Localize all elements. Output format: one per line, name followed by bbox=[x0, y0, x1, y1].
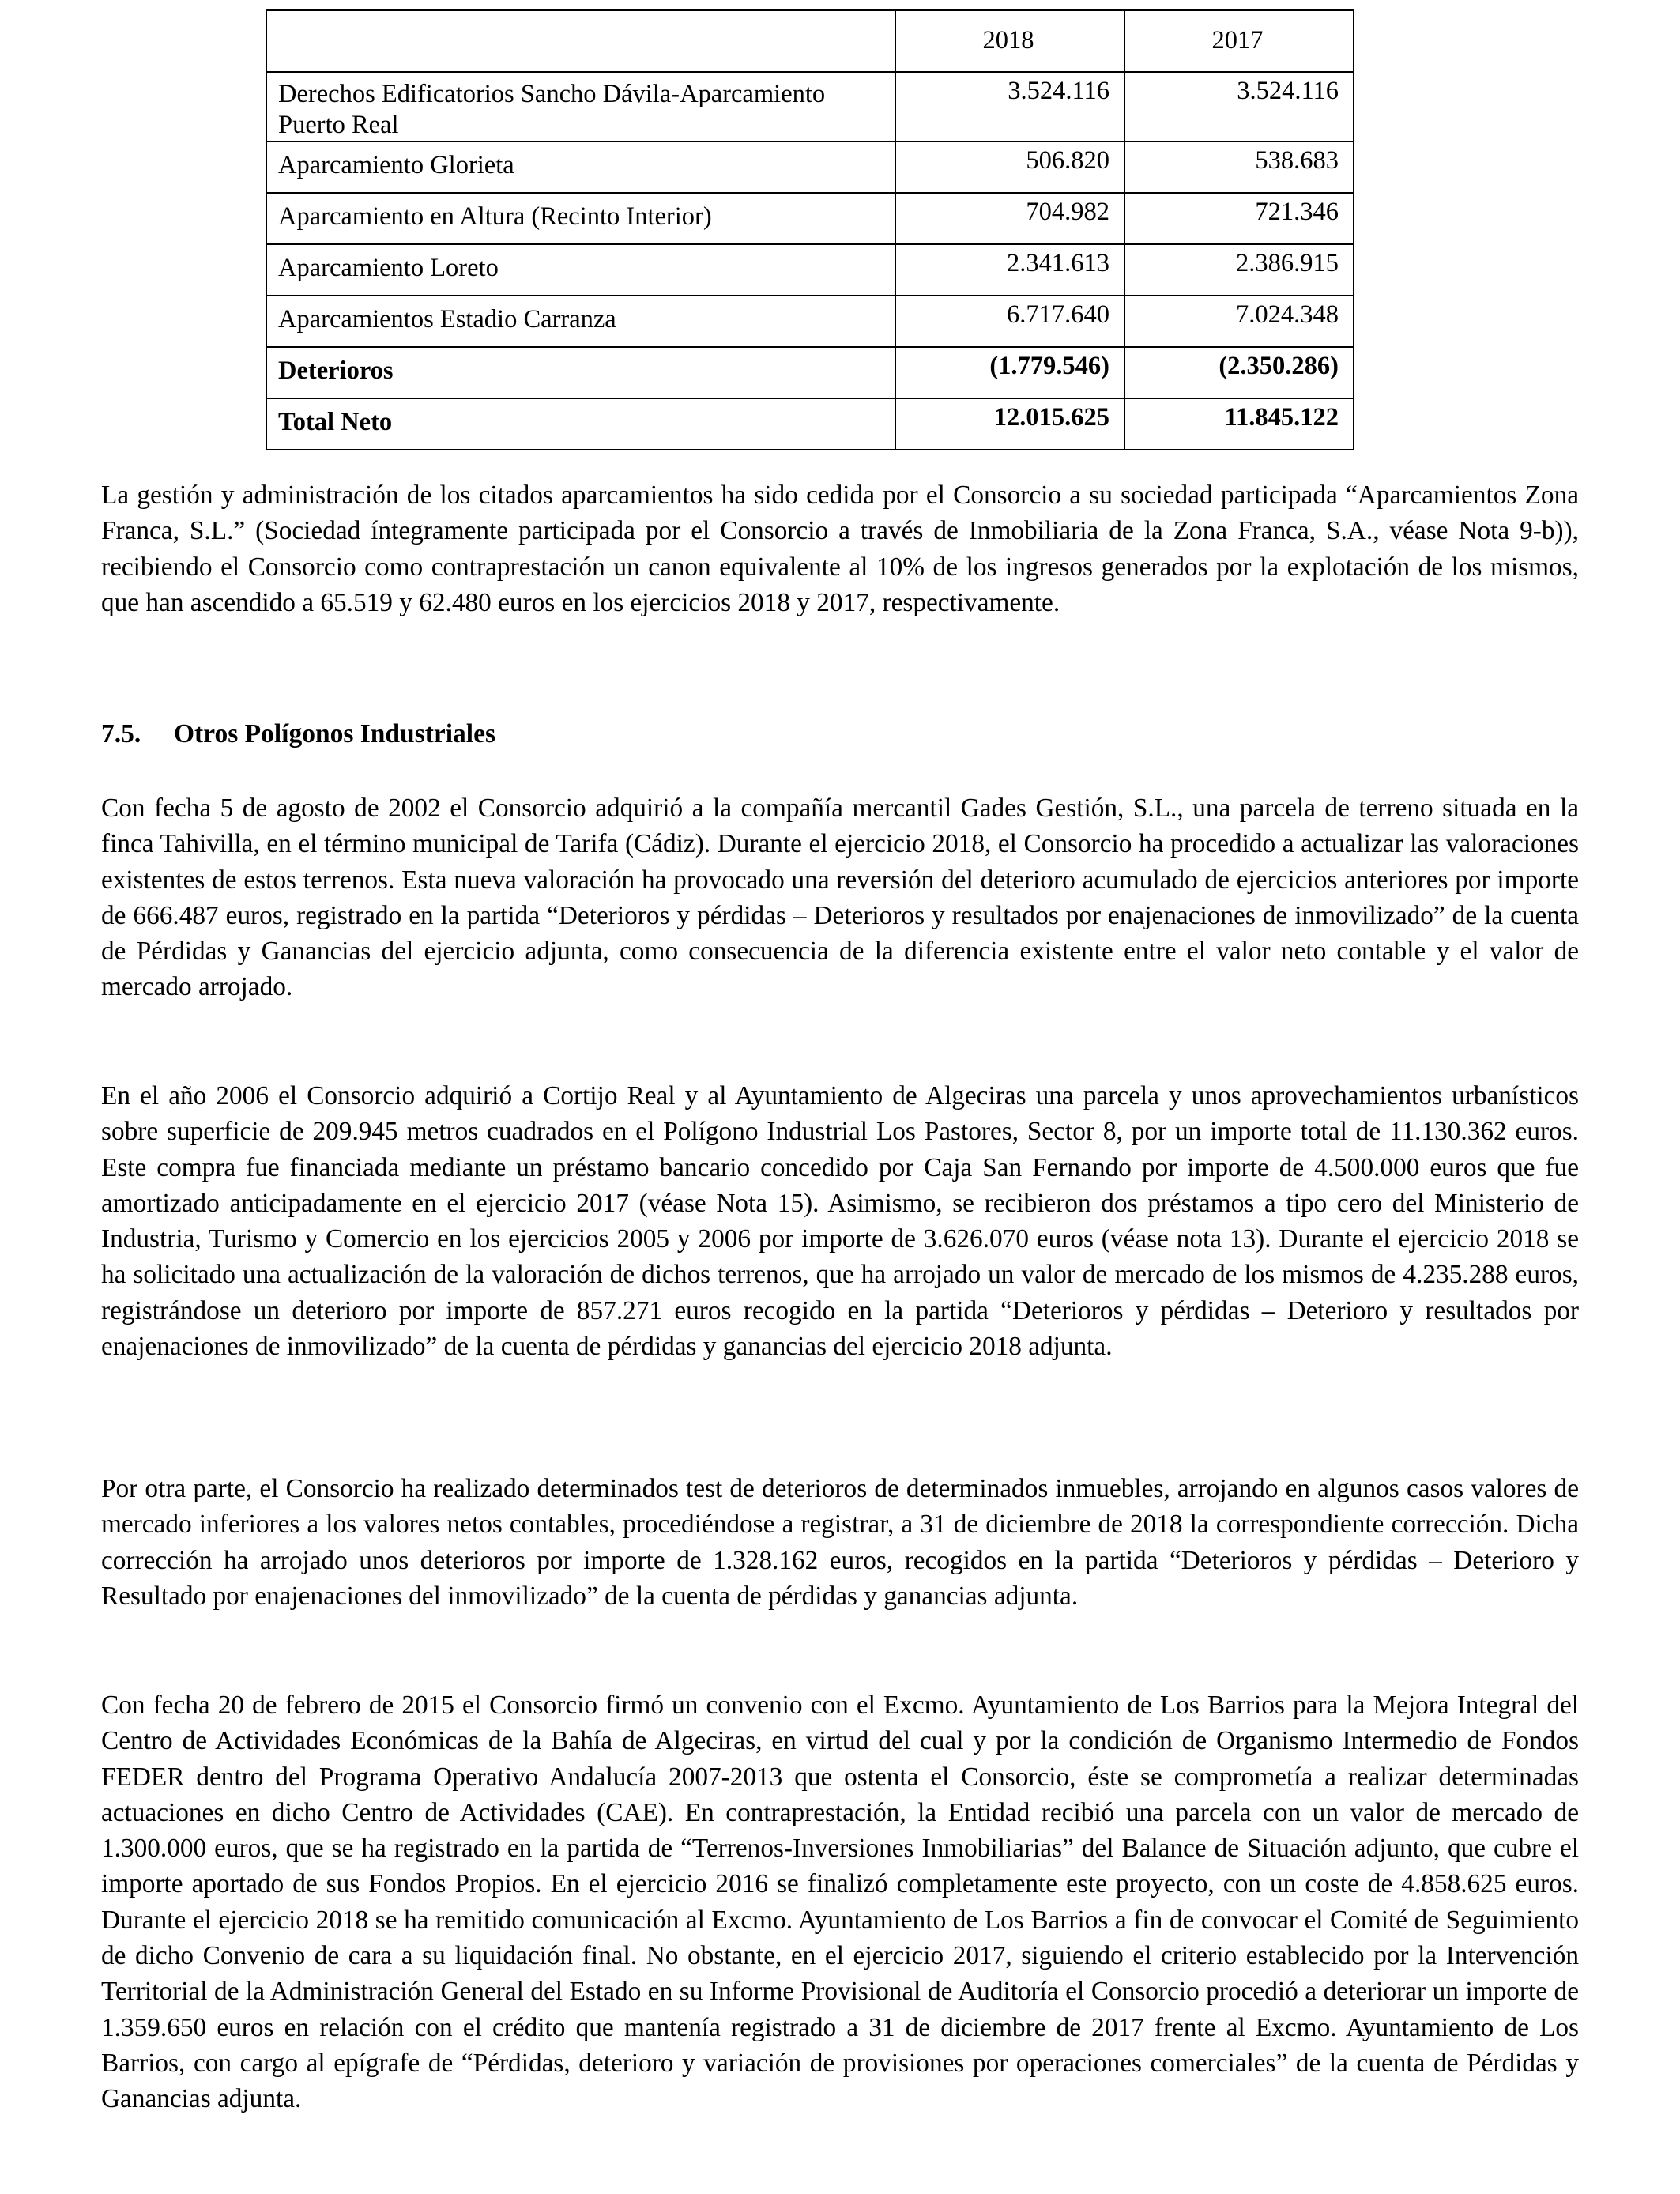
table-row-impairments bbox=[266, 347, 1354, 398]
row-label: Aparcamiento en Altura (Recinto Interior) bbox=[266, 193, 895, 244]
table-header-row bbox=[266, 10, 1354, 72]
row-label: Derechos Edificatorios Sancho Dávila-Aparcamiento Puerto Real bbox=[266, 72, 895, 141]
row-value-2018: 12.015.625 bbox=[895, 398, 1124, 450]
row-label: Total Neto bbox=[266, 398, 895, 450]
row-value-2017: 11.845.122 bbox=[1124, 398, 1354, 450]
paragraph-parking-management: La gestión y administración de los citados aparcamientos ha sido cedida por el Consorcio a su sociedad participada “Aparcamientos Zona Franca, S.L.” (Sociedad íntegramente participada por el Consorcio a través de Inmobiliaria de la Zona Franca, S.A., véase Nota 9-b)), recibiendo el Consorcio como contraprestación un canon equivalente al 10% de los ingresos generados por la explotación de los mismos, que han ascendido a 65.519 y 62.480 euros en los ejercicios 2018 y 2017, respectivamente. bbox=[101, 481, 1579, 617]
row-value-2018: 2.341.613 bbox=[895, 244, 1124, 296]
table-header-label-cell bbox=[266, 10, 895, 72]
row-value-2017: 2.386.915 bbox=[1124, 244, 1354, 296]
table-header-2017: 2017 bbox=[1124, 10, 1354, 72]
row-value-2017: 3.524.116 bbox=[1124, 72, 1354, 141]
row-value-2017: 7.024.348 bbox=[1124, 296, 1354, 347]
paragraph-los-pastores: En el año 2006 el Consorcio adquirió a Cortijo Real y al Ayuntamiento de Algeciras una parcela y unos aprovechamientos urbanísticos sobre superficie de 209.945 metros cuadrados en el Polígono Industrial Los Pastores, Sector 8, por un importe total de 11.130.362 euros. Este compra fue financiada mediante un préstamo bancario concedido por Caja San Fernando por importe de 4.500.000 euros que fue amortizado anticipadamente en el ejercicio 2017 (véase Nota 15). Asimismo, se recibieron dos préstamos a tipo cero del Ministerio de Industria, Turismo y Comercio en los ejercicios 2005 y 2006 por importe de 3.626.070 euros (véase nota 13). Durante el ejercicio 2018 se ha solicitado una actualización de la valoración de dichos terrenos, que ha arrojado un valor de mercado de los mismos de 4.235.288 euros, registrándose un deterioro por importe de 857.271 euros recogido en la partida “Deterioros y pérdidas – Deterioro y resultados por enajenaciones de inmovilizado” de la cuenta de pérdidas y ganancias del ejercicio 2018 adjunta. bbox=[101, 1081, 1579, 1362]
row-label: Aparcamiento Glorieta bbox=[266, 141, 895, 193]
section-title: Otros Polígonos Industriales bbox=[174, 719, 496, 748]
paragraph-los-barrios-agreement: Con fecha 20 de febrero de 2015 el Consorcio firmó un convenio con el Excmo. Ayuntamiento de Los Barrios para la Mejora Integral del Centro de Actividades Económicas de la Bahía de Algeciras, en virtud del cual y por la condición de Organismo Intermedio de Fondos FEDER dentro del Programa Operativo Andalucía 2007-2013 que ostenta el Consorcio, éste se comprometía a realizar determinadas actuaciones en dicho Centro de Actividades (CAE). En contraprestación, la Entidad recibió una parcela con un valor de mercado de 1.300.000 euros, que se ha registrado en la partida de “Terrenos-Inversiones Inmobiliarias” del Balance de Situación adjunto, que cubre el importe aportado de sus Fondos Propios. En el ejercicio 2016 se finalizó completamente este proyecto, con un coste de 4.858.625 euros. Durante el ejercicio 2018 se ha remitido comunicación al Excmo. Ayuntamiento de Los Barrios a fin de convocar el Comité de Seguimiento de dicho Convenio de cara a su liquidación final. No obstante, en el ejercicio 2017, siguiendo el criterio establecido por la Intervención Territorial de la Administración General del Estado en su Informe Provisional de Auditoría el Consorcio procedió a deteriorar un importe de 1.359.650 euros en relación con el crédito que mantenía registrado a 31 de diciembre de 2017 frente al Excmo. Ayuntamiento de Los Barrios, con cargo al epígrafe de “Pérdidas, deterioro y variación de provisiones por operaciones comerciales” de la cuenta de Pérdidas y Ganancias adjunta. bbox=[101, 1691, 1579, 2114]
table-row bbox=[266, 193, 1354, 244]
row-value-2018: 506.820 bbox=[895, 141, 1124, 193]
section-heading bbox=[101, 716, 495, 752]
paragraph-tahivilla: Con fecha 5 de agosto de 2002 el Consorcio adquirió a la compañía mercantil Gades Gestión, S.L., una parcela de terreno situada en la finca Tahivilla, en el término municipal de Tarifa (Cádiz). Durante el ejercicio 2018, el Consorcio ha procedido a actualizar las valoraciones existentes de estos terrenos. Esta nueva valoración ha provocado una reversión del deterioro acumulado de ejercicios anteriores por importe de 666.487 euros, registrado en la partida “Deterioros y pérdidas – Deterioros y resultados por enajenaciones de inmovilizado” de la cuenta de Pérdidas y Ganancias del ejercicio adjunta, como consecuencia de la diferencia existente entre el valor neto contable y el valor de mercado arrojado. bbox=[101, 794, 1579, 1002]
row-value-2018: 704.982 bbox=[895, 193, 1124, 244]
row-value-2017: 538.683 bbox=[1124, 141, 1354, 193]
table-row-total bbox=[266, 398, 1354, 450]
table-row bbox=[266, 72, 1354, 141]
table-header-2018: 2018 bbox=[895, 10, 1124, 72]
parking-assets-table bbox=[266, 9, 1354, 450]
row-label: Aparcamientos Estadio Carranza bbox=[266, 296, 895, 347]
table-row bbox=[266, 244, 1354, 296]
row-value-2018: (1.779.546) bbox=[895, 347, 1124, 398]
row-label: Deterioros bbox=[266, 347, 895, 398]
table-row bbox=[266, 141, 1354, 193]
row-value-2017: 721.346 bbox=[1124, 193, 1354, 244]
paragraph-impairment-tests: Por otra parte, el Consorcio ha realizado determinados test de deterioros de determinados inmuebles, arrojando en algunos casos valores de mercado inferiores a los valores netos contables, procediéndose a registrar, a 31 de diciembre de 2018 la correspondiente corrección. Dicha corrección ha arrojado unos deterioros por importe de 1.328.162 euros, recogidos en la partida “Deterioros y pérdidas – Deterioro y Resultado por enajenaciones del inmovilizado” de la cuenta de pérdidas y ganancias adjunta. bbox=[101, 1474, 1579, 1611]
row-label: Aparcamiento Loreto bbox=[266, 244, 895, 296]
table-row bbox=[266, 296, 1354, 347]
section-number: 7.5. bbox=[101, 719, 141, 748]
row-value-2018: 6.717.640 bbox=[895, 296, 1124, 347]
row-value-2018: 3.524.116 bbox=[895, 72, 1124, 141]
row-value-2017: (2.350.286) bbox=[1124, 347, 1354, 398]
